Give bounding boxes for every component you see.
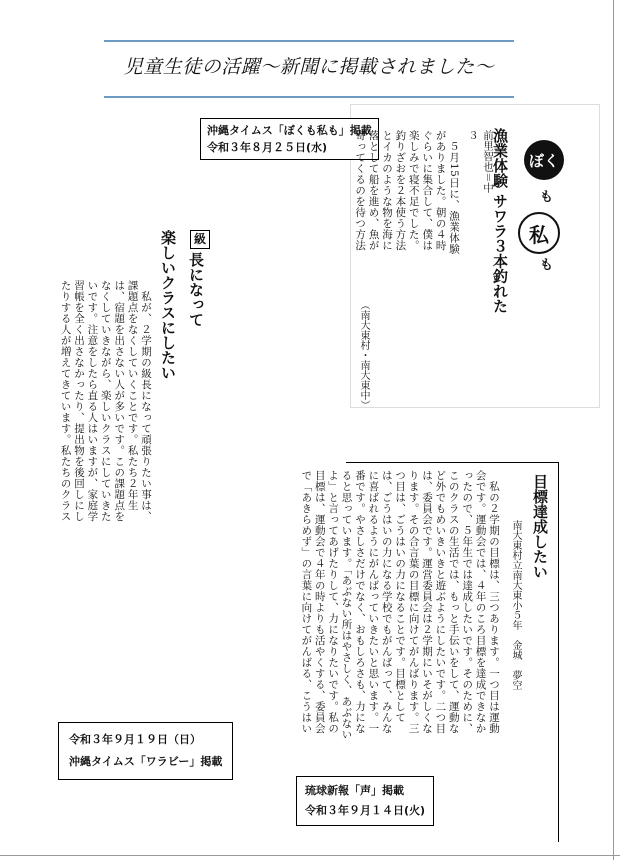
- article-3-right-rule: [558, 462, 559, 842]
- article-2-headline-1: 長になって: [187, 252, 205, 327]
- article-1-body-lower: [354, 268, 594, 380]
- article-2-tag: 級: [190, 230, 210, 249]
- title-rule-bottom: [104, 96, 514, 98]
- article-3-source-box: [296, 776, 434, 826]
- page-edge-right: [613, 0, 614, 860]
- logo-mo-1: も: [540, 190, 554, 205]
- logo-mo-2: も: [540, 258, 554, 273]
- article-3-date: 令和３年９月１４日(火): [305, 804, 426, 817]
- article-2-date: 令和３年９月１９日（日）: [69, 733, 201, 746]
- article-3-body-lower: [424, 740, 554, 840]
- title-rule-top: [104, 40, 514, 42]
- logo-watashi-badge: 私: [518, 212, 560, 254]
- article-3-byline: 南大東村立南大東小５年 金城 夢空: [510, 520, 521, 690]
- article-2-paper-name: 沖縄タイムス「ワラビー」掲載: [69, 755, 223, 768]
- article-2-body-lower: [60, 540, 310, 700]
- article-2-headline-2: 楽しいクラスにしたい: [159, 230, 177, 380]
- logo-boku-badge: ぼく: [524, 140, 564, 180]
- page-edge-bottom: [0, 855, 620, 856]
- article-1-body: ５月15日に、漁業体験がありました。朝の４時ぐらいに集合して、僕は楽しみで寝不足でした。釣りざおを２本使う方法とイカのような物を海に落として船を進め、魚が寄ってくるのを待つ方法: [354, 130, 460, 255]
- article-2-source-box: [58, 722, 233, 780]
- article-1-signature: （南大東村・南大東中）: [358, 300, 369, 410]
- article-1-byline: 前里智也＝中３: [467, 130, 494, 193]
- article-1-source-box: [200, 118, 379, 160]
- article-1-paper-name: 沖縄タイムス「ぼくも私も」掲載: [207, 124, 372, 137]
- article-1-date: 令和３年８月２５日(水): [207, 141, 328, 154]
- page-title: 児童生徒の活躍～新聞に掲載されました～: [123, 56, 495, 78]
- article-3-headline: 目標達成したい: [531, 474, 549, 579]
- article-3-top-rule: [346, 462, 558, 463]
- article-3-body: 私の２学期の目標は、三つあります。一つ目は運動会です。運動会では、４年のころ目標を達成できなかったので、５年生では達成したいです。そのために、このクラスの生活では、もっと手伝いをして、運動など外でもめいきいきと遊ぶようにしたいです。二つ目は、委員会です。運営委員会は２学期にいそがしくなります。その合言葉の目標に向けてがんばります。三つ目は、ごうはいの力になることです。目標としては、ごうはいの力になる学校でもがんばって、みんなに喜ばれるようにがんばっていきたいと思います。一番です。やさしさだけでなく、おもしろさも、力になると思っています。「あぶない所はやさしく、あぶないよ」と言ってあげたりして、力になりたいです。私の目標は、運動会で４年の時よりも活やくする、委員会で「あきらめず」の言葉に向けてがんばる、こうはい: [300, 470, 500, 740]
- article-3-paper-name: 琉球新報「声」掲載: [305, 784, 404, 797]
- article-2-body: 私が、２学期の級長になって頑張りたい事は、課題点をなくしていくことです。私たち２年生は、宿題を出さない人が多いです。この課題点をなくしていきながら、楽しいクラスにしていきたいです。注意をしたら直る人はいますが、家庭学習帳を全く出さなかったり、提出物を後回しにしたりする人が増えてきています。私たちのクラス: [60, 280, 152, 522]
- article-1-headline: 漁業体験 サワラ３本釣れた: [491, 128, 509, 314]
